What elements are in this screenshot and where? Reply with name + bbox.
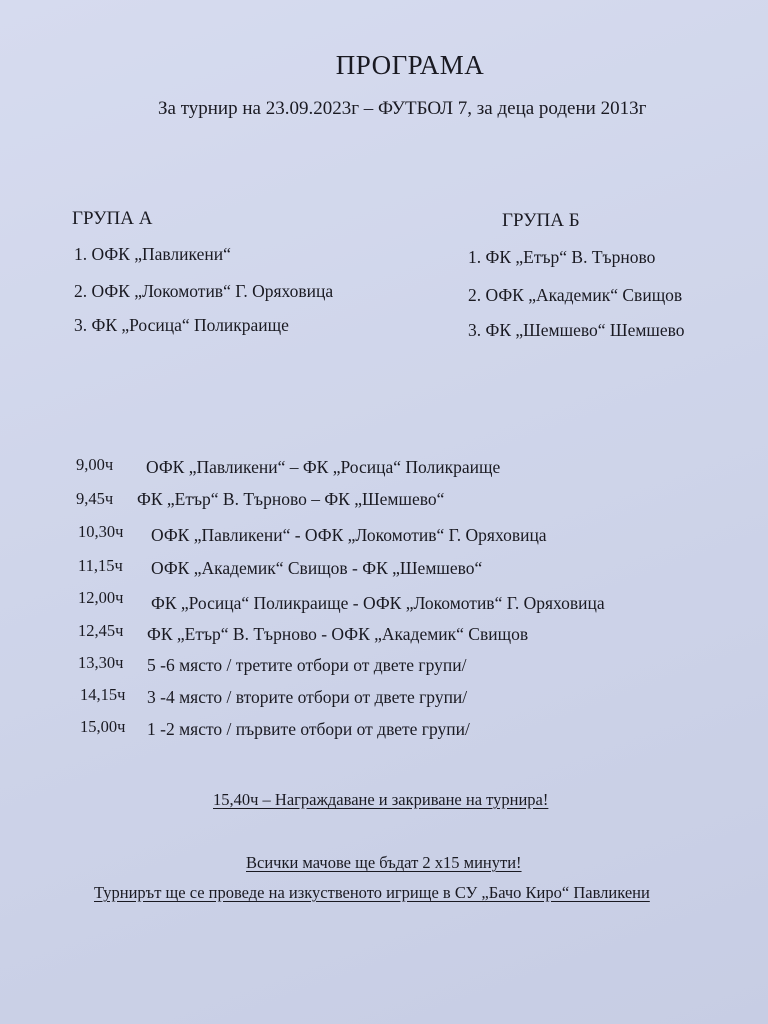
match-description: 3 -4 място / вторите отбори от двете групи/ <box>147 687 468 707</box>
match-description: ФК „Етър“ В. Търново – ФК „Шемшево“ <box>137 489 445 509</box>
match-description: ФК „Росица“ Поликраище - ОФК „Локомотив“ Г. Оряховица <box>151 593 605 613</box>
match-time: 10,30ч <box>78 522 124 541</box>
match-description: ОФК „Академик“ Свищов - ФК „Шемшево“ <box>151 558 483 578</box>
match-description: 5 -6 място / третите отбори от двете групи/ <box>147 655 467 675</box>
match-time: 11,15ч <box>78 556 123 575</box>
group-b-heading: ГРУПА Б <box>502 210 580 231</box>
duration-note: Всички мачове ще бъдат 2 х15 минути! <box>246 853 522 872</box>
venue-note: Турнирът ще се проведе на изкуственото игрище в СУ „Бачо Киро“ Павликени <box>94 883 650 902</box>
group-a-team: 2. ОФК „Локомотив“ Г. Оряховица <box>74 281 334 301</box>
group-b-team: 2. ОФК „Академик“ Свищов <box>468 285 683 305</box>
group-b-team: 3. ФК „Шемшево“ Шемшево <box>468 320 685 340</box>
match-description: ОФК „Павликени“ – ФК „Росица“ Поликраище <box>146 457 501 477</box>
match-time: 12,00ч <box>78 588 124 607</box>
match-time: 14,15ч <box>80 685 126 704</box>
match-time: 12,45ч <box>78 621 124 640</box>
awards-note: 15,40ч – Награждаване и закриване на турнира! <box>213 790 549 809</box>
match-description: ФК „Етър“ В. Търново - ОФК „Академик“ Свищов <box>147 624 529 644</box>
group-a-heading: ГРУПА А <box>72 208 153 229</box>
match-time: 15,00ч <box>80 717 126 736</box>
group-a-team: 3. ФК „Росица“ Поликраище <box>74 315 289 335</box>
group-a-team: 1. ОФК „Павликени“ <box>74 244 231 264</box>
page-subtitle: За турнир на 23.09.2023г – ФУТБОЛ 7, за деца родени 2013г <box>158 98 647 119</box>
match-time: 13,30ч <box>78 653 124 672</box>
page-title: ПРОГРАМА <box>335 50 485 80</box>
group-b-team: 1. ФК „Етър“ В. Търново <box>468 247 656 267</box>
match-time: 9,45ч <box>76 489 114 508</box>
match-time: 9,00ч <box>76 455 114 474</box>
match-description: 1 -2 място / първите отбори от двете групи/ <box>147 719 470 739</box>
match-description: ОФК „Павликени“ - ОФК „Локомотив“ Г. Оряховица <box>151 525 547 545</box>
